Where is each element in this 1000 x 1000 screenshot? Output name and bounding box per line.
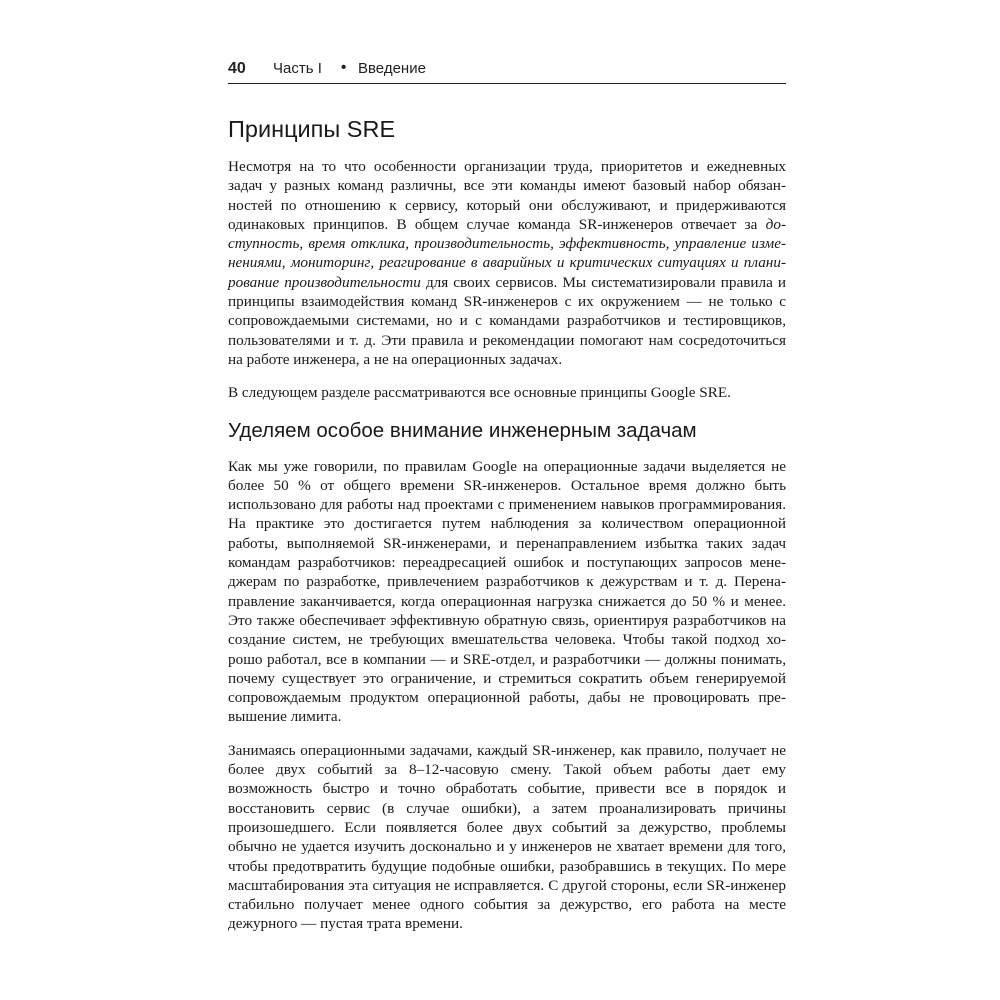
- paragraph-text: для своих сервисов. Мы систематизировали правила и принципы взаимодействия команд SR-инженеров с их окружением — не только с сопровождаемыми системами, но и с командами разработчиков и тестировщиков, пользователями и т. д. Эти правила и рекомендации помогают нам сосредоточиться на работе инженера, а не на операционных задачах.: [228, 273, 787, 368]
- header-bullet: •: [341, 59, 347, 76]
- italic-responsibilities: доступность, время отклика, производительность, эффективность, управление изменениями, мониторинг, реагирование в аварийных и критических ситуациях и планирование производительности: [228, 215, 786, 291]
- subsection-paragraph-2: Занимаясь операционными задачами, каждый SR-инженер, как правило, получает не более двух событий за 8–12-часовую смену. Такой объем работы дает ему возможность быстро и точно обработать событие, привести все в порядок и восстановить сервис (в случае ошибки), а затем проанализировать причины произошедшего. Если появляется более двух событий за дежурство, проблемы обычно не удается изучить досконально и у инженеров не хватает времени для того, чтобы предотвратить будущие подобные ошибки, разобравшись в текущих. По мере масштабирования эта ситуация не исправляется. С другой стороны, если SR-инженер стабильно получает менее одного события за дежурство, его работа на месте дежурного — пустая трата времени.: [228, 741, 786, 933]
- page-content: [228, 113, 786, 948]
- chapter-label: Введение: [358, 60, 426, 77]
- header-rule: [228, 83, 786, 84]
- section-paragraph-1: [228, 157, 786, 369]
- running-header: [228, 58, 786, 82]
- part-label: Часть I: [273, 60, 322, 77]
- page-number: 40: [228, 60, 246, 77]
- section-paragraph-2: В следующем разделе рассматриваются все основные принципы Google SRE.: [228, 384, 731, 402]
- section-title: Принципы SRE: [228, 116, 396, 142]
- subsection-paragraph-1: Как мы уже говорили, по правилам Google на операционные задачи выделяется не более 50 % от общего времени SR-инженеров. Остальное время должно быть использовано для работы над проектами с применением навыков программирования. На практике это достигается путем наблюдения за количеством операционной работы, выполняемой SR-инженерами, и перенаправлением избытка таких задач командам разработчиков: переадресацией ошибок и поступающих запросов менеджерам по разработке, привлечением разработчиков к дежурствам и т. д. Перенаправление заканчивается, когда операционная нагрузка снижается до 50 % и менее. Это также обеспечивает эффективную обратную связь, ориентируя разработчиков на создание систем, не требующих вмешательства человека. Чтобы такой подход хорошо работал, все в компании — и SRE-отдел, и разработчики — должны понимать, почему существует это ограничение, и стремиться сократить объем генерируемой сопровождаемым продуктом операционной работы, дабы не провоцировать превышение лимита.: [228, 457, 786, 726]
- paragraph-text: Несмотря на то что особенности организации труда, приоритетов и ежедневных задач у разных команд различны, все эти команды имеют базовый набор обязанностей по отношению к сервису, который они обслуживают, и придерживаются одинаковых принципов. В общем случае команда SR-инженеров отвечает за: [228, 158, 786, 233]
- subsection-title: Уделяем особое внимание инженерным задачам: [228, 418, 697, 442]
